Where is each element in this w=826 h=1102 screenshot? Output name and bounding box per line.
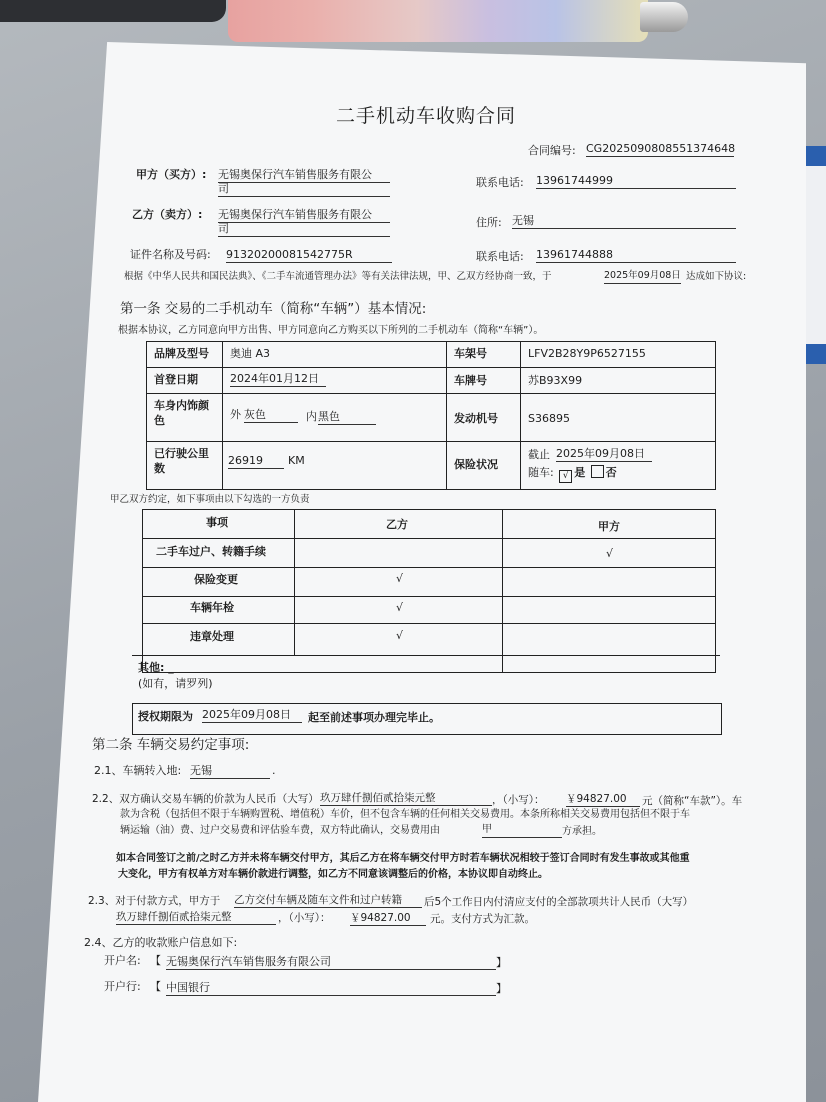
other-value: _ (168, 661, 174, 674)
price-upper: 玖万肆仟捌佰贰拾柒元整 (320, 791, 492, 806)
color-label-1: 车身内饰颜 (154, 399, 209, 412)
party-b-name-2: 司 (218, 222, 390, 237)
article2-heading: 第二条 车辆交易约定事项: (92, 737, 250, 753)
contract-no: CG2025090808551374648 (586, 142, 736, 155)
int-color-label: 内 (306, 410, 317, 423)
payment-lower: ￥94827.00 (350, 911, 426, 926)
payment-condition: 乙方交付车辆及随车文件和过户转籍 (234, 893, 422, 908)
clause-2-4-label: 2.4、乙方的收款账户信息如下: (84, 936, 238, 949)
duty-row-item: 保险变更 (194, 573, 238, 586)
duty-row-b: √ (396, 572, 404, 585)
insurance-label: 保险状况 (454, 458, 498, 471)
party-a-name-2: 司 (218, 182, 390, 197)
plate-value: 苏B93X99 (528, 374, 583, 387)
bold-clause-2: 大变化，甲方有权单方对车辆价款进行调整，如乙方不同意该调整后的价格，本协议即自动终止。 (118, 869, 548, 880)
party-a-phone: 13961744999 (536, 174, 736, 189)
clause-2-2-line2: 款为含税（包括但不限于车辆购置税、增值税）车价，但不包含车辆的任何相关交易费用。本条所称相关交易费用包括但不限于车 (120, 809, 690, 820)
no-label: 否 (605, 466, 617, 479)
col-item: 事项 (206, 516, 228, 529)
bracket-close: 】 (496, 956, 507, 969)
page-title: 二手机动车收购合同 (336, 105, 517, 127)
clause-2-1-label: 2.1、车辆转入地: (94, 764, 182, 777)
brand-value: 奥迪 A3 (230, 347, 271, 360)
party-b-name-1: 无锡奥保行汽车销售服务有限公 (218, 208, 390, 223)
duty-row-a: √ (606, 547, 614, 560)
ext-color: 灰色 (244, 408, 298, 423)
other-label (138, 661, 174, 675)
auth-label: 授权期限为 (138, 710, 193, 723)
yes-label: 是 (574, 466, 586, 479)
bracket-close: 】 (496, 982, 507, 995)
account-name: 无锡奥保行汽车销售服务有限公司 (166, 955, 496, 970)
price-lower: ￥94827.00 (566, 792, 640, 807)
with-car-row (528, 465, 617, 483)
with-car-label: 随车: (528, 466, 554, 479)
payment-mid: ，（小写）： (278, 912, 331, 924)
article1-heading: 第一条 交易的二手机动车（简称“车辆”）基本情况: (120, 301, 427, 317)
auth-tail: 起至前述事项办理完毕止。 (308, 711, 440, 724)
clause-2-3-b: 后5个工作日内付清应支付的全部款项共计人民币（大写） (424, 896, 694, 908)
clause-2-2-b: ，（小写）： (492, 794, 545, 806)
pastel-pen (228, 0, 648, 42)
duty-row-b: √ (396, 629, 404, 642)
clause-2-1-dot: . (272, 764, 276, 777)
engine-label: 发动机号 (454, 412, 498, 425)
bold-clause-1: 如本合同签订之前/之时乙方并未将车辆交付甲方，其后乙方在将车辆交付甲方时若车辆状况相较于签订合同时有发生事故或其他重 (116, 853, 690, 864)
engine-value: S36895 (528, 412, 570, 425)
pen-clip (640, 2, 688, 32)
col-party-a: 甲方 (598, 520, 620, 533)
brand-label: 品牌及型号 (154, 347, 209, 360)
bracket-open: 【 (150, 980, 161, 993)
vin-label: 车架号 (454, 347, 487, 360)
duty-row-item: 二手车过户、转籍手续 (156, 545, 266, 558)
party-a-label: 甲方（买方）: (136, 168, 207, 181)
color-label-2: 色 (154, 414, 165, 427)
mileage-unit: KM (288, 454, 305, 467)
preamble-date: 2025年09月08日 (604, 269, 681, 284)
account-name-label: 开户名: (104, 954, 141, 967)
bracket-open: 【 (150, 954, 161, 967)
bank-name: 中国银行 (166, 981, 496, 996)
mileage-label-2: 数 (154, 462, 165, 475)
id-label: 证件名称及号码: (130, 248, 211, 261)
party-b-label: 乙方（卖方）: (132, 208, 203, 221)
insurance-until: 2025年09月08日 (556, 447, 652, 462)
id-value: 91320200081542775R (226, 248, 392, 263)
mileage-label-1: 已行驶公里 (154, 447, 209, 460)
duty-intro: 甲乙双方约定，如下事项由以下勾选的一方负责 (110, 494, 310, 505)
id-phone-label: 联系电话: (476, 250, 524, 263)
payment-tail: 元。支付方式为汇款。 (430, 913, 535, 925)
clause-2-2-line3-b: 方承担。 (562, 826, 602, 837)
fee-party: 甲 (482, 823, 562, 838)
vin-value: LFV2B28Y9P6527155 (528, 347, 646, 360)
contract-no-label: 合同编号: (528, 144, 576, 157)
party-b-address-label: 住所: (476, 216, 502, 229)
first-reg-label: 首登日期 (154, 373, 198, 386)
duty-row-b: √ (396, 601, 404, 614)
duty-row-item: 违章处理 (190, 630, 234, 643)
clause-2-2-a: 2.2、双方确认交易车辆的价款为人民币（大写） (92, 793, 319, 805)
clause-2-1-value: 无锡 (190, 764, 270, 779)
mileage-value: 26919 (228, 454, 284, 469)
dark-pen (0, 0, 226, 22)
duty-table (142, 509, 716, 673)
first-reg-value: 2024年01月12日 (230, 372, 326, 387)
clause-2-2-line3-a: 辆运输（油）费、过户交易费和评估验车费，双方特此确认，交易费用由 (120, 825, 440, 836)
clause-2-2-c: 元（简称“车款”）。车 (642, 795, 743, 807)
other-note: (如有，请罗列) (138, 677, 213, 690)
preamble-text: 根据《中华人民共和国民法典》、《二手车流通管理办法》等有关法律法规，甲、乙双方经协商一致，于 (124, 271, 552, 282)
other-label-text: 其他: (138, 661, 165, 674)
checkbox-yes[interactable]: √ (559, 470, 572, 483)
clause-2-3-a: 2.3、对于付款方式，甲方于 (88, 895, 221, 907)
id-phone: 13961744888 (536, 248, 736, 263)
ext-color-label: 外 (230, 408, 241, 421)
bank-label: 开户行: (104, 980, 141, 993)
article1-intro: 根据本协议，乙方同意向甲方出售、甲方同意向乙方购买以下所列的二手机动车（简称“车辆”）。 (118, 325, 544, 336)
payment-upper: 玖万肆仟捌佰贰拾柒元整 (116, 910, 276, 925)
int-color: 黑色 (318, 410, 376, 425)
party-b-address: 无锡 (512, 214, 736, 229)
auth-date: 2025年09月08日 (202, 708, 302, 723)
checkbox-no[interactable] (591, 465, 604, 478)
col-party-b: 乙方 (386, 518, 408, 531)
insurance-until-label: 截止 (528, 448, 550, 461)
party-a-phone-label: 联系电话: (476, 176, 524, 189)
plate-label: 车牌号 (454, 374, 487, 387)
duty-row-item: 车辆年检 (190, 601, 234, 614)
party-a-name-1: 无锡奥保行汽车销售服务有限公 (218, 168, 390, 183)
preamble-tail: 达成如下协议: (686, 271, 747, 282)
